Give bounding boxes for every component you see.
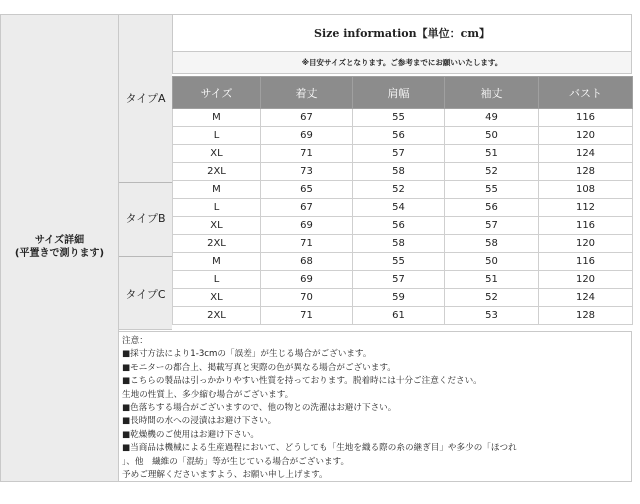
table-row	[173, 199, 633, 217]
type-label-column	[119, 14, 172, 330]
size-cell: M	[173, 181, 261, 199]
measure-cell: 112	[539, 199, 633, 217]
measure-cell: 108	[539, 181, 633, 199]
measure-cell: 120	[539, 127, 633, 145]
size-cell: 2XL	[173, 235, 261, 253]
measure-cell: 58	[445, 235, 539, 253]
measure-cell: 52	[445, 163, 539, 181]
measure-cell: 116	[539, 217, 633, 235]
measure-cell: 55	[445, 181, 539, 199]
type-b-label: タイプB	[125, 212, 166, 225]
measure-cell: 55	[353, 253, 445, 271]
measure-cell: 61	[353, 307, 445, 325]
measure-cell: 67	[261, 199, 353, 217]
note-line: ■乾燥機のご使用はお避け下さい。	[122, 429, 260, 440]
table-row	[173, 163, 633, 181]
measure-cell: 71	[261, 235, 353, 253]
measure-cell: 49	[445, 109, 539, 127]
measure-cell: 57	[445, 217, 539, 235]
size-detail-title: サイズ詳細	[34, 235, 85, 246]
type-a-label: タイプA	[125, 92, 166, 105]
measure-cell: 56	[353, 217, 445, 235]
measure-cell: 128	[539, 307, 633, 325]
note-line: 」、他 繊維の「混紡」等が生じている場合がございます。	[122, 456, 350, 467]
size-detail-subtitle: (平置きで測ります)	[14, 248, 105, 259]
header-length: 着丈	[261, 77, 353, 109]
table-row	[173, 181, 633, 199]
measure-cell: 59	[353, 289, 445, 307]
measure-cell: 54	[353, 199, 445, 217]
measure-cell: 68	[261, 253, 353, 271]
measure-cell: 69	[261, 127, 353, 145]
table-row	[173, 235, 633, 253]
measure-cell: 128	[539, 163, 633, 181]
measure-cell: 51	[445, 145, 539, 163]
measure-cell: 52	[445, 289, 539, 307]
note-line: 予めご理解くださいますよう、お願い申し上げます。	[122, 470, 328, 481]
header-bust: バスト	[539, 77, 633, 109]
size-cell: XL	[173, 145, 261, 163]
type-c-label: タイプC	[125, 288, 166, 301]
size-cell: L	[173, 199, 261, 217]
measure-cell: 116	[539, 253, 633, 271]
size-cell: XL	[173, 289, 261, 307]
table-row	[173, 217, 633, 235]
size-cell: M	[173, 109, 261, 127]
size-detail-label	[0, 234, 119, 260]
type-divider	[119, 256, 172, 257]
measure-cell: 116	[539, 109, 633, 127]
measure-cell: 120	[539, 271, 633, 289]
table-row	[173, 271, 633, 289]
measure-cell: 57	[353, 145, 445, 163]
size-cell: 2XL	[173, 163, 261, 181]
table-row	[173, 289, 633, 307]
measure-cell: 69	[261, 217, 353, 235]
table-row	[173, 253, 633, 271]
measure-cell: 67	[261, 109, 353, 127]
header-size: サイズ	[173, 77, 261, 109]
measure-cell: 53	[445, 307, 539, 325]
measure-cell: 124	[539, 145, 633, 163]
header-sleeve: 袖丈	[445, 77, 539, 109]
measure-cell: 65	[261, 181, 353, 199]
measure-cell: 124	[539, 289, 633, 307]
note-line: ■こちらの製品は引っかかりやすい性質を持っております。脱着時には十分ご注意ください。	[122, 376, 482, 387]
size-info-title: Size information【単位：cm】	[172, 14, 632, 52]
measure-cell: 73	[261, 163, 353, 181]
note-line: 生地の性質上、多少縮む場合がございます。	[122, 389, 294, 400]
measure-cell: 70	[261, 289, 353, 307]
note-line: ■採寸方法により1-3cmの「誤差」が生じる場合がございます。	[122, 349, 372, 360]
note-line: 注意：	[122, 336, 148, 346]
size-table	[172, 76, 633, 325]
measure-cell: 56	[445, 199, 539, 217]
table-header-row	[173, 77, 633, 109]
measure-cell: 50	[445, 127, 539, 145]
table-row	[173, 109, 633, 127]
measure-cell: 50	[445, 253, 539, 271]
size-cell: 2XL	[173, 307, 261, 325]
measure-cell: 58	[353, 235, 445, 253]
size-cell: XL	[173, 217, 261, 235]
measure-cell: 51	[445, 271, 539, 289]
reference-notice: ※目安サイズとなります。ご参考までにお願いいたします。	[172, 52, 632, 74]
measure-cell: 71	[261, 307, 353, 325]
size-cell: M	[173, 253, 261, 271]
measure-cell: 58	[353, 163, 445, 181]
measure-cell: 120	[539, 235, 633, 253]
table-row	[173, 127, 633, 145]
measure-cell: 69	[261, 271, 353, 289]
note-line: ■モニターの都合上、掲載写真と実際の色が異なる場合がございます。	[122, 362, 396, 373]
type-divider	[119, 182, 172, 183]
measure-cell: 55	[353, 109, 445, 127]
measure-cell: 71	[261, 145, 353, 163]
note-line: ■当商品は機械による生産過程において、どうしても「生地を織る際の糸の継ぎ目」や多少の「ほつれ	[122, 443, 517, 454]
size-cell: L	[173, 271, 261, 289]
note-line: ■色落ちする場合がございますので、他の物との洗濯はお避け下さい。	[122, 403, 397, 414]
measure-cell: 56	[353, 127, 445, 145]
measure-cell: 52	[353, 181, 445, 199]
header-shoulder: 肩幅	[353, 77, 445, 109]
note-line: ■長時間の水への浸漬はお避け下さい。	[122, 416, 277, 427]
table-row	[173, 307, 633, 325]
table-row	[173, 145, 633, 163]
measure-cell: 57	[353, 271, 445, 289]
notes-section	[119, 331, 632, 482]
size-cell: L	[173, 127, 261, 145]
